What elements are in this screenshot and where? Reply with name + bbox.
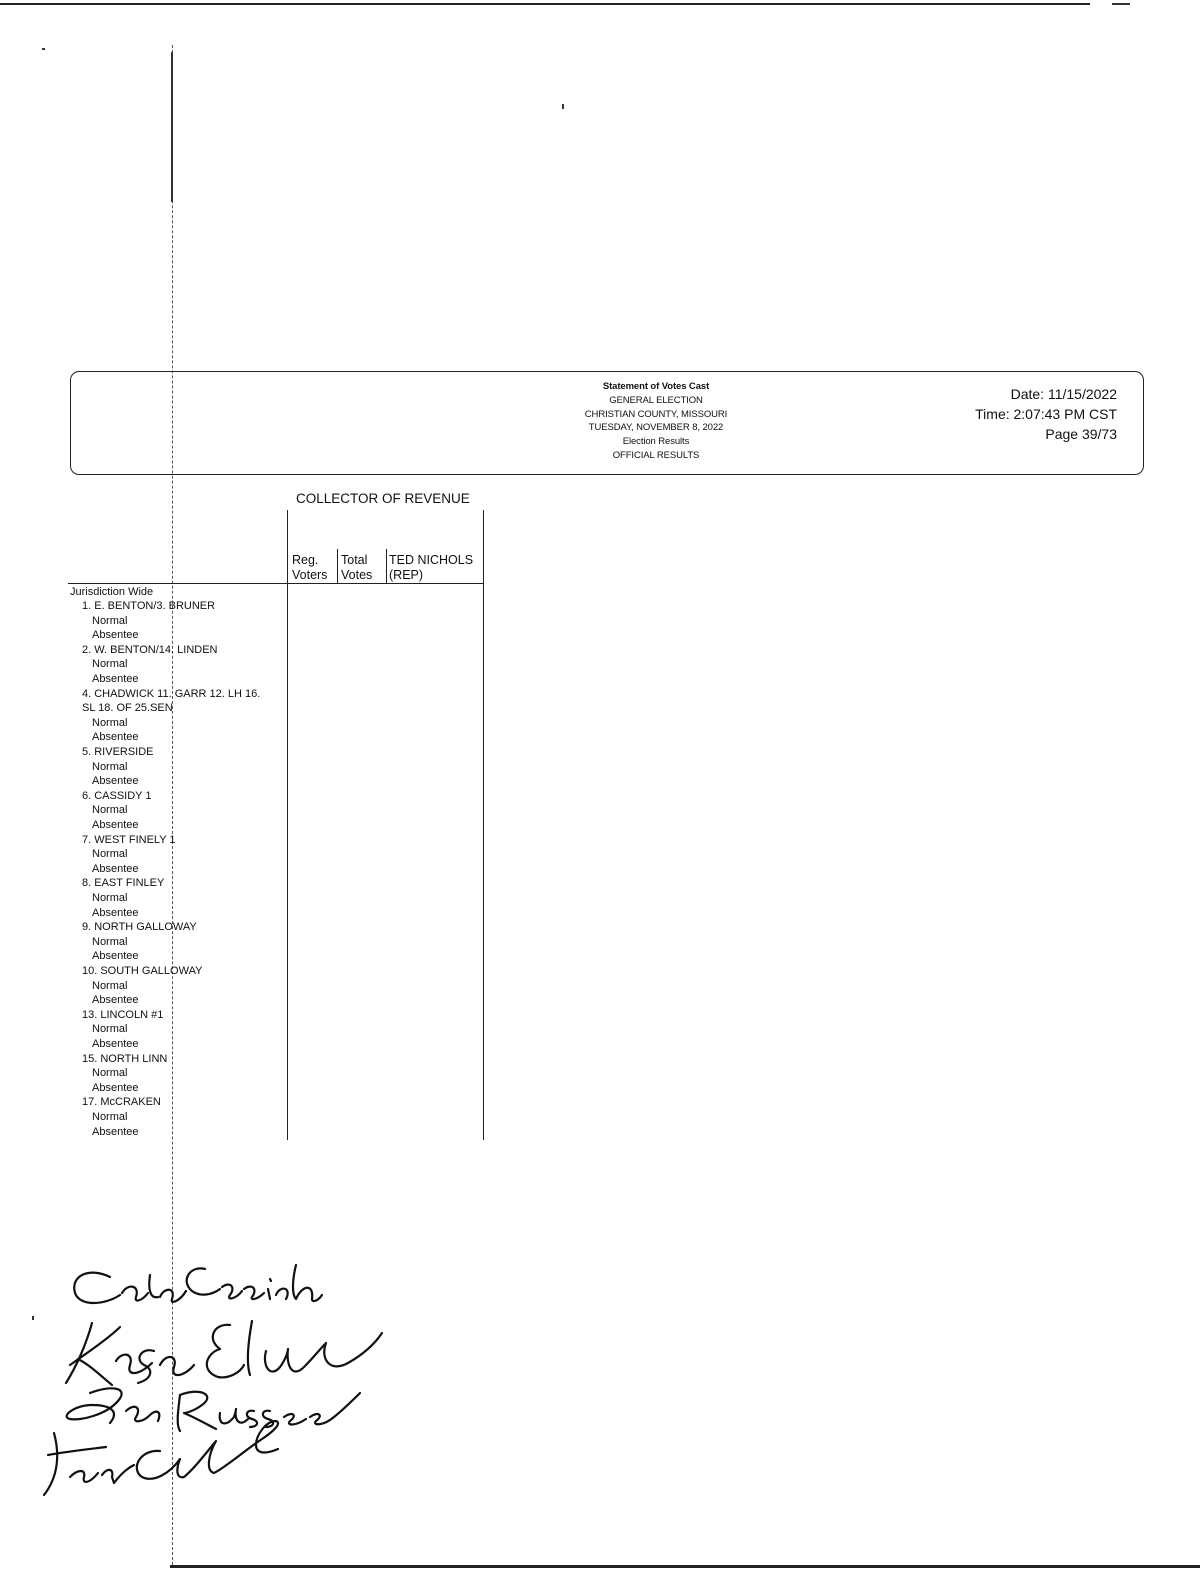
column-header-total-votes: Total Votes bbox=[341, 553, 373, 582]
column-header-reg-voters: Reg. Voters bbox=[292, 553, 328, 582]
absentee-label: Absentee bbox=[92, 862, 139, 875]
report-date: Date: 11/15/2022 bbox=[1010, 386, 1117, 402]
normal-label: Normal bbox=[92, 935, 128, 948]
absentee-label: Absentee bbox=[92, 629, 139, 642]
signatures bbox=[30, 1255, 410, 1515]
signature-4 bbox=[44, 1421, 278, 1495]
precinct-name: 7. WEST FINELY 1 bbox=[82, 833, 176, 846]
normal-label: Normal bbox=[92, 1023, 128, 1036]
report-title: Statement of Votes Cast bbox=[602, 381, 710, 392]
absentee-label: Absentee bbox=[92, 1038, 139, 1050]
precinct-name: 8. EAST FINLEY bbox=[82, 877, 165, 890]
normal-label: Normal bbox=[92, 848, 128, 861]
normal-label: Normal bbox=[92, 614, 128, 627]
table-border-left bbox=[287, 510, 288, 1140]
normal-label: Normal bbox=[92, 892, 128, 904]
precinct-name: 4. CHADWICK 11. GARR 12. LH 16. bbox=[82, 687, 261, 700]
precinct-name: 1. E. BENTON/3. BRUNER bbox=[82, 600, 216, 612]
precinct-name: 5. RIVERSIDE bbox=[82, 746, 154, 758]
column-header-candidate: TED NICHOLS (REP) bbox=[389, 553, 474, 582]
absentee-label: Absentee bbox=[92, 819, 139, 831]
results-status: OFFICIAL RESULTS bbox=[612, 449, 700, 461]
scan-speck bbox=[562, 104, 564, 109]
normal-label: Normal bbox=[92, 1111, 128, 1123]
absentee-label: Absentee bbox=[92, 775, 139, 788]
report-title-block bbox=[511, 380, 801, 463]
precinct-name: 13. LINCOLN #1 bbox=[82, 1008, 164, 1021]
page-number: Page 39/73 bbox=[1045, 426, 1117, 442]
normal-label: Normal bbox=[92, 716, 128, 729]
absentee-label: Absentee bbox=[92, 906, 139, 919]
scan-speck bbox=[42, 48, 45, 50]
precinct-name: 15. NORTH LINN bbox=[82, 1052, 168, 1065]
precinct-name: SL 18. OF 25.SEN bbox=[82, 702, 173, 715]
election-date: TUESDAY, NOVEMBER 8, 2022 bbox=[588, 422, 724, 434]
normal-label: Normal bbox=[92, 658, 128, 671]
report-time: Time: 2:07:43 PM CST bbox=[975, 406, 1117, 422]
absentee-label: Absentee bbox=[92, 673, 139, 685]
absentee-label: Absentee bbox=[92, 994, 139, 1007]
absentee-label: Absentee bbox=[92, 731, 139, 744]
report-header bbox=[70, 371, 1144, 475]
signature-2 bbox=[66, 1321, 382, 1385]
precinct-name: 6. CASSIDY 1 bbox=[82, 789, 152, 802]
precinct-name: 9. NORTH GALLOWAY bbox=[82, 921, 197, 934]
normal-label: Normal bbox=[92, 760, 128, 773]
scan-edge-top-right bbox=[1112, 3, 1130, 5]
normal-label: Normal bbox=[92, 979, 128, 992]
election-name: GENERAL ELECTION bbox=[609, 394, 703, 406]
signature-1 bbox=[74, 1265, 322, 1303]
fold-line-dark bbox=[171, 52, 173, 202]
precinct-name: 10. SOUTH GALLOWAY bbox=[82, 965, 203, 977]
normal-label: Normal bbox=[92, 804, 128, 817]
scan-edge-bottom bbox=[170, 1565, 1200, 1568]
header-rule bbox=[68, 583, 484, 584]
absentee-label: Absentee bbox=[92, 950, 139, 963]
absentee-label: Absentee bbox=[92, 1125, 139, 1138]
report-type: Election Results bbox=[622, 436, 690, 448]
county-name: CHRISTIAN COUNTY, MISSOURI bbox=[584, 408, 728, 420]
column-divider bbox=[386, 549, 387, 583]
report-meta bbox=[975, 384, 1117, 444]
scan-edge-top bbox=[0, 3, 1090, 5]
absentee-label: Absentee bbox=[92, 1081, 139, 1094]
jurisdiction-label: Jurisdiction Wide bbox=[70, 586, 154, 598]
signature-3 bbox=[67, 1388, 360, 1431]
normal-label: Normal bbox=[92, 1067, 128, 1080]
table-border-right bbox=[483, 510, 484, 1140]
precinct-name: 2. W. BENTON/14. LINDEN bbox=[82, 643, 218, 656]
column-divider bbox=[337, 549, 338, 583]
contest-title: COLLECTOR OF REVENUE bbox=[296, 491, 470, 506]
precinct-name: 17. McCRAKEN bbox=[82, 1096, 161, 1109]
